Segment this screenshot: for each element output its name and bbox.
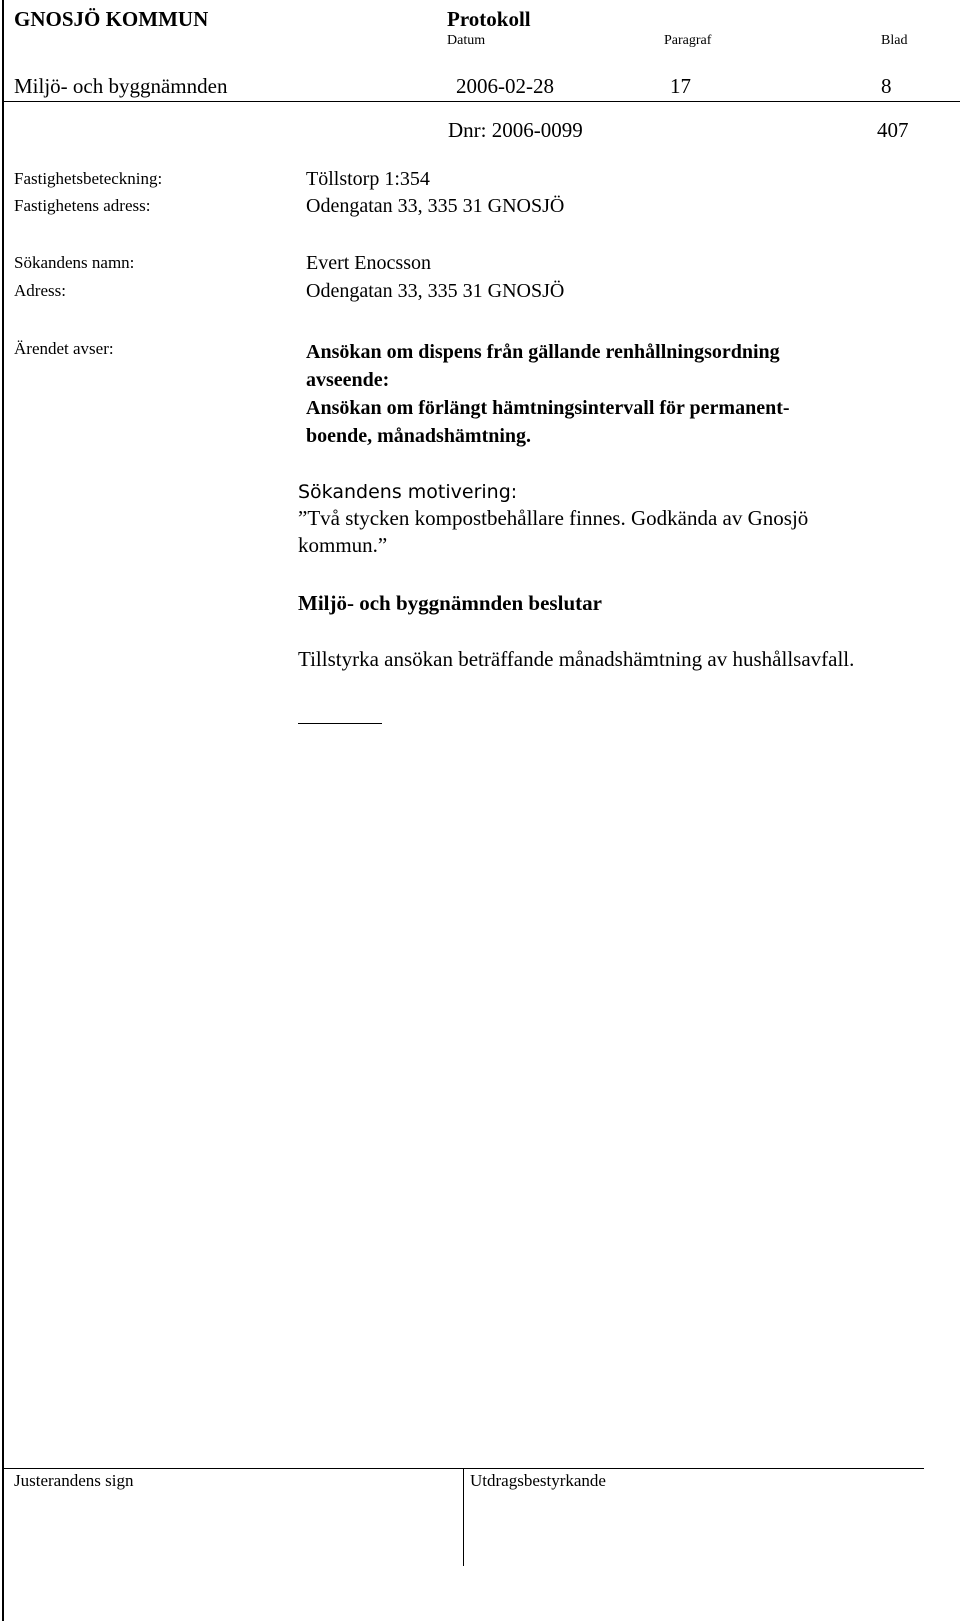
arendet-label: Ärendet avser: <box>14 339 114 358</box>
utdragsbestyrkande-label: Utdragsbestyrkande <box>470 1471 606 1490</box>
motivering-label: Sökandens motivering: <box>298 481 518 503</box>
footer-divider <box>4 1468 924 1469</box>
header-divider <box>4 101 960 102</box>
sokandens-namn-label: Sökandens namn: <box>14 253 135 272</box>
adress-value: Odengatan 33, 335 31 GNOSJÖ <box>306 280 565 302</box>
fastighetens-adress-label: Fastighetens adress: <box>14 196 151 215</box>
dnr: Dnr: 2006-0099 <box>448 118 583 142</box>
document-type: Protokoll <box>447 7 531 31</box>
arendet-line-2: avseende: <box>306 369 390 391</box>
paragraf-label: Paragraf <box>664 33 712 48</box>
arendet-description <box>306 338 926 450</box>
fastighetens-adress-value: Odengatan 33, 335 31 GNOSJÖ <box>306 195 565 217</box>
arendet-line-1: Ansökan om dispens från gällande renhållningsordning <box>306 341 780 363</box>
blad-label: Blad <box>881 33 908 48</box>
committee-name: Miljö- och byggnämnden <box>14 74 228 98</box>
sokandens-namn-value: Evert Enocsson <box>306 252 431 274</box>
datum-value: 2006-02-28 <box>456 74 554 98</box>
arendet-line-3: Ansökan om förlängt hämtningsintervall för permanent- <box>306 397 790 419</box>
fastighetsbeteckning-label: Fastighetsbeteckning: <box>14 169 163 188</box>
datum-label: Datum <box>447 33 486 48</box>
fastighetsbeteckning-value: Töllstorp 1:354 <box>306 168 430 190</box>
left-margin-rule <box>2 0 4 1621</box>
adress-label: Adress: <box>14 281 66 300</box>
beslut-text: Tillstyrka ansökan beträffande månadshämtning av hushållsavfall. <box>298 647 855 671</box>
blad-value: 8 <box>881 74 892 98</box>
motivering-line-2: kommun.” <box>298 533 388 557</box>
footer-column-divider <box>463 1468 464 1566</box>
dnr-number: 407 <box>877 118 909 142</box>
paragraf-value: 17 <box>670 74 691 98</box>
beslut-heading: Miljö- och byggnämnden beslutar <box>298 591 602 615</box>
organization-name: GNOSJÖ KOMMUN <box>14 7 209 31</box>
motivering-line-1: ”Två stycken kompostbehållare finnes. Godkända av Gnosjö <box>298 506 809 530</box>
arendet-line-4: boende, månadshämtning. <box>306 425 532 447</box>
end-rule <box>298 723 382 724</box>
justerandens-sign-label: Justerandens sign <box>14 1471 134 1490</box>
